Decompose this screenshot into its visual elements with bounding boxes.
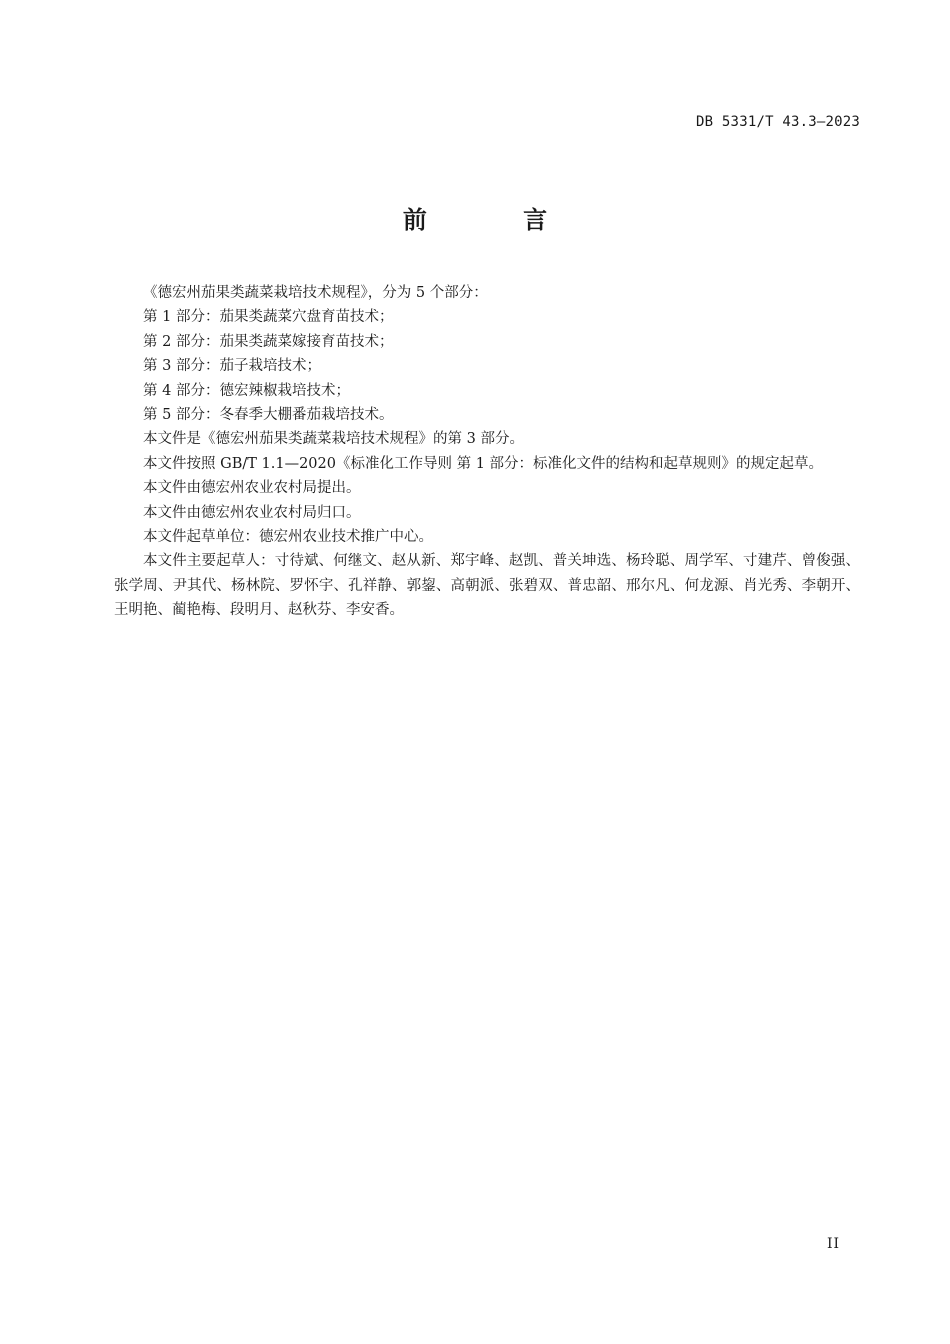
paragraph-drafting-unit: 本文件起草单位：德宏州农业技术推广中心。 [143, 529, 433, 546]
page-title: 前 言 [402, 206, 592, 234]
paragraph-part-5: 第 5 部分：冬春季大棚番茄栽培技术。 [143, 407, 394, 424]
paragraph-proposed-by: 本文件由德宏州农业农村局提出。 [143, 480, 361, 497]
paragraph-managed-by: 本文件由德宏州农业农村局归口。 [143, 504, 361, 521]
paragraph-part-1: 第 1 部分：茄果类蔬菜穴盘育苗技术； [143, 309, 394, 326]
page-number: II [826, 1236, 840, 1252]
paragraph-part-4: 第 4 部分：德宏辣椒栽培技术； [143, 382, 350, 399]
paragraph-this-part: 本文件是《德宏州茄果类蔬菜栽培技术规程》的第 3 部分。 [143, 431, 524, 448]
paragraph-drafting-rules: 本文件按照 GB/T 1.1—2020《标准化工作导则 第 1 部分：标准化文件的结构和起草规则》的规定起草。 [143, 455, 824, 472]
paragraph-part-3: 第 3 部分：茄子栽培技术； [143, 358, 321, 375]
paragraph-drafters: 本文件主要起草人：寸待斌、何继文、赵从新、郑宇峰、赵凯、普关坤选、杨玲聪、周学军、寸建芹、曾俊强、张学周、尹其代、杨林院、罗怀宇、孔祥静、郭鋆、高朝派、张碧双、普忠韶、邢尔凡、何龙源、肖光秀、李朝开、王明艳、蔺艳梅、段明月、赵秋芬、李安香。 [114, 553, 860, 619]
paragraph-part-2: 第 2 部分：茄果类蔬菜嫁接育苗技术； [143, 333, 394, 350]
foreword-body [114, 281, 860, 623]
document-code: DB 5331/T 43.3—2023 [696, 114, 860, 130]
paragraph-intro: 《德宏州茄果类蔬菜栽培技术规程》，分为 5 个部分： [143, 285, 488, 301]
